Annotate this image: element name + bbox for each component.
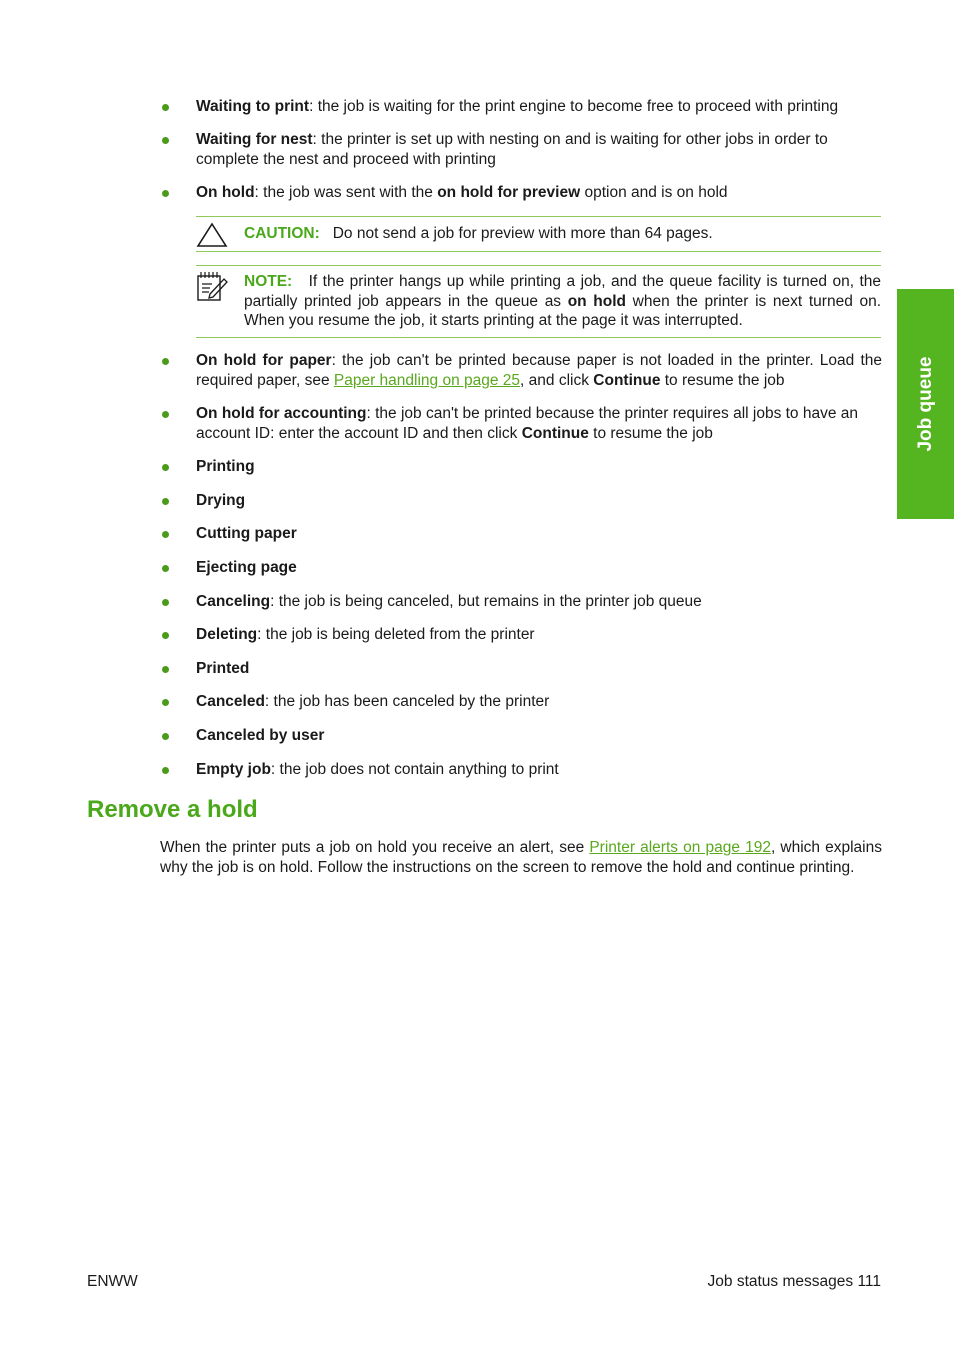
list-item xyxy=(160,130,882,169)
term: Continue xyxy=(521,424,589,442)
bullet-icon xyxy=(162,599,169,606)
list-item xyxy=(160,97,882,117)
note-text: when the printer is next turned on. When you resume the job, it starts printing at the page it was interrupted. xyxy=(244,292,881,330)
bullet-icon xyxy=(162,104,169,111)
term: Waiting to print xyxy=(196,98,310,115)
description: : the job was sent with the xyxy=(254,184,438,201)
bullet-icon xyxy=(162,666,169,673)
list-item xyxy=(160,491,882,511)
paragraph-text: When the printer puts a job on hold you receive an alert, see xyxy=(160,839,590,856)
bullet-icon xyxy=(162,565,169,572)
bullet-icon xyxy=(162,137,169,144)
term: On hold for accounting xyxy=(196,405,367,422)
description: : the job has been canceled by the printer xyxy=(264,693,550,710)
term: On hold xyxy=(196,184,255,201)
note-text: If the printer hangs up while printing a job, and the queue facility is turned on, the partially printed job appears in the queue as xyxy=(244,273,881,310)
caution-text: Do not send a job for preview with more than 64 pages. xyxy=(332,225,713,242)
bullet-icon xyxy=(162,498,169,505)
list-item xyxy=(160,625,882,645)
description: : the job can't be printed because the printer requires all jobs to have an account ID: enter the account ID and then click xyxy=(196,405,859,442)
list-item xyxy=(160,404,882,443)
bullet-icon xyxy=(162,358,169,365)
list-item xyxy=(160,351,882,390)
term: Waiting for nest xyxy=(196,131,313,148)
note-pad-icon xyxy=(196,270,230,302)
printer-alerts-link[interactable]: Printer alerts on page 192 xyxy=(589,839,771,856)
list-item xyxy=(160,558,882,578)
bullet-icon xyxy=(162,190,169,197)
list-item xyxy=(160,692,882,712)
caution-label: CAUTION: xyxy=(244,225,320,242)
list-item xyxy=(160,524,882,544)
term: Empty job xyxy=(196,761,271,778)
paper-handling-link[interactable]: Paper handling on page 25 xyxy=(333,371,521,389)
description: option and is on hold xyxy=(580,184,728,201)
description: : the job is waiting for the print engine to become free to proceed with printing xyxy=(309,98,839,115)
list-item xyxy=(160,457,882,477)
term: Printing xyxy=(196,458,255,475)
term: Deleting xyxy=(196,626,258,643)
term: Drying xyxy=(196,492,246,509)
warning-triangle-icon xyxy=(196,222,228,248)
description: to resume the job xyxy=(588,424,713,442)
description: : the job does not contain anything to print xyxy=(270,761,559,778)
term: Canceling xyxy=(196,593,271,610)
description: to resume the job xyxy=(660,371,785,389)
list-item xyxy=(160,760,882,780)
description: : the printer is set up with nesting on and is waiting for other jobs in order to complete the nest and proceed with printing xyxy=(196,131,828,168)
description: : the job is being deleted from the printer xyxy=(257,626,535,643)
description: : the job is being canceled, but remains in the printer job queue xyxy=(270,593,702,610)
bullet-icon xyxy=(162,464,169,471)
term: Cutting paper xyxy=(196,525,297,542)
term: on hold for preview xyxy=(437,184,581,201)
description: , and click xyxy=(520,371,594,389)
term: Canceled by user xyxy=(196,727,325,744)
section-heading: Remove a hold xyxy=(87,796,258,823)
list-item xyxy=(160,726,882,746)
chapter-tab-label: Job queue xyxy=(914,356,936,452)
bullet-icon xyxy=(162,632,169,639)
footer-page-info: Job status messages 111 xyxy=(707,1273,881,1290)
chapter-tab xyxy=(897,289,954,519)
bullet-icon xyxy=(162,531,169,538)
list-item xyxy=(160,659,882,679)
term: On hold for paper xyxy=(196,352,332,369)
term: Continue xyxy=(593,371,661,389)
caution-box xyxy=(196,216,881,252)
term: Ejecting page xyxy=(196,559,297,576)
bullet-icon xyxy=(162,699,169,706)
note-box xyxy=(196,265,881,338)
footer-left: ENWW xyxy=(87,1273,138,1290)
bullet-icon xyxy=(162,411,169,418)
note-label: NOTE: xyxy=(244,273,293,290)
description: : the job can't be printed because paper is not loaded in the printer. Load the required paper, see xyxy=(196,352,882,389)
list-item xyxy=(160,592,882,612)
list-item xyxy=(160,183,882,203)
section-paragraph xyxy=(160,838,882,877)
term: Printed xyxy=(196,660,250,677)
paragraph-text: , which explains why the job is on hold. Follow the instructions on the screen to remove the hold and continue printing. xyxy=(160,839,882,876)
note-emphasis: on hold xyxy=(567,292,626,310)
term: Canceled xyxy=(196,693,265,710)
bullet-icon xyxy=(162,733,169,740)
bullet-icon xyxy=(162,767,169,774)
